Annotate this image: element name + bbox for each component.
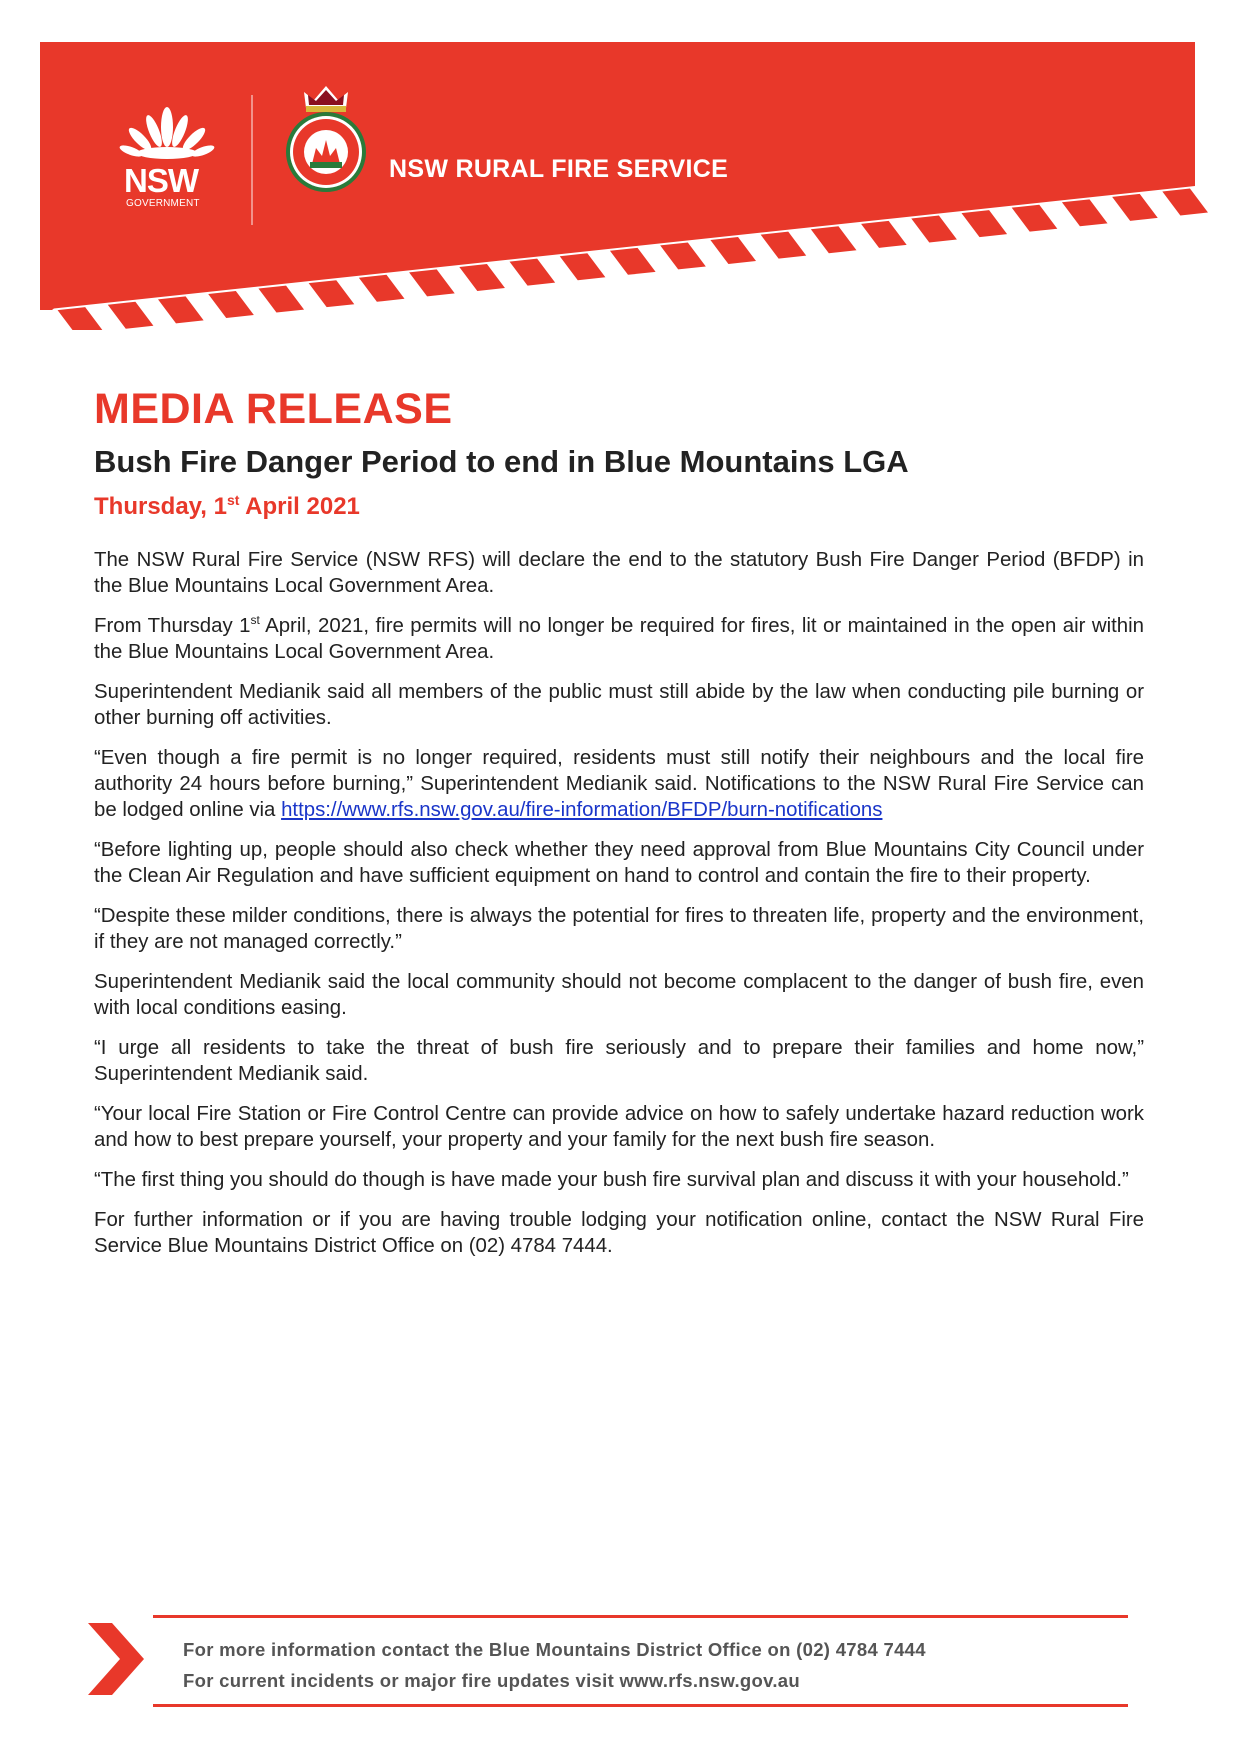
burn-notification-link[interactable]: https://www.rfs.nsw.gov.au/fire-information/BFDP/burn-notifications bbox=[281, 799, 883, 821]
hazard-stripe bbox=[560, 253, 606, 280]
footer-top-rule bbox=[153, 1615, 1128, 1618]
media-release-content bbox=[94, 385, 1144, 1273]
hazard-stripe bbox=[409, 269, 455, 296]
hazard-stripe bbox=[1062, 199, 1108, 226]
hazard-stripe bbox=[58, 307, 104, 330]
hazard-stripe bbox=[710, 237, 756, 264]
nsw-government-label: GOVERNMENT bbox=[126, 198, 200, 209]
hazard-stripe bbox=[309, 280, 355, 307]
hazard-stripe bbox=[108, 302, 154, 329]
paragraph: For further information or if you are having trouble lodging your notification online, contact the NSW Rural Fire Service Blue Mountains District Office on (02) 4784 7444. bbox=[94, 1209, 1144, 1257]
hazard-stripe bbox=[258, 286, 304, 313]
footer-web-line: For current incidents or major fire updates visit www.rfs.nsw.gov.au bbox=[183, 1670, 800, 1691]
hazard-stripe bbox=[1112, 194, 1158, 221]
hazard-stripe bbox=[1012, 205, 1058, 232]
hazard-stripe bbox=[610, 248, 656, 275]
paragraph: “Your local Fire Station or Fire Control Centre can provide advice on how to safely undertake hazard reduction work and how to best prepare yourself, your property and your family for the next bush fire season. bbox=[94, 1103, 1144, 1151]
footer bbox=[88, 1615, 1128, 1715]
hazard-stripe bbox=[961, 210, 1007, 237]
release-date: Thursday, 1st April 2021 bbox=[94, 492, 360, 520]
hazard-stripe bbox=[359, 275, 405, 302]
hazard-stripe bbox=[811, 226, 857, 253]
media-release-label: MEDIA RELEASE bbox=[94, 385, 453, 433]
hazard-stripe bbox=[911, 215, 957, 242]
hazard-stripe bbox=[510, 259, 556, 286]
paragraph: The NSW Rural Fire Service (NSW RFS) will declare the end to the statutory Bush Fire Danger Period (BFDP) in the Blue Mountains Local Government Area. bbox=[94, 549, 1144, 597]
footer-bottom-rule bbox=[153, 1704, 1128, 1707]
hazard-stripe bbox=[761, 232, 807, 259]
paragraph: Superintendent Medianik said all members of the public must still abide by the law when conducting pile burning or other burning off activities. bbox=[94, 681, 1144, 729]
hazard-stripe bbox=[459, 264, 505, 291]
paragraph: “I urge all residents to take the threat of bush fire seriously and to prepare their families and home now,” Superintendent Medianik said. bbox=[94, 1037, 1144, 1085]
hazard-stripe bbox=[1162, 189, 1208, 216]
paragraph: “Despite these milder conditions, there is always the potential for fires to threaten life, property and the environment, if they are not managed correctly.” bbox=[94, 905, 1144, 953]
hazard-stripe bbox=[208, 291, 254, 318]
header-banner bbox=[0, 0, 1236, 330]
paragraph: “Even though a fire permit is no longer required, residents must still notify their neighbours and the local fire authority 24 hours before burning,” Superintendent Medianik said. Notifications to the NSW Rural Fire Service can be lodged online via https://www.rfs.nsw.gov.au/fire-information/BFDP/burn-notifications bbox=[94, 747, 1144, 821]
nsw-wordmark: NSW bbox=[124, 162, 198, 199]
paragraph: “Before lighting up, people should also check whether they need approval from Blue Mountains City Council under the Clean Air Regulation and have sufficient equipment on hand to control and contain the fire to their property. bbox=[94, 839, 1144, 887]
release-headline: Bush Fire Danger Period to end in Blue Mountains LGA bbox=[94, 444, 909, 479]
paragraph: Superintendent Medianik said the local community should not become complacent to the danger of bush fire, even with local conditions easing. bbox=[94, 971, 1144, 1019]
release-body bbox=[94, 547, 1144, 1259]
footer-chevron-icon bbox=[88, 1623, 148, 1703]
hazard-stripe bbox=[158, 296, 204, 323]
org-name: NSW RURAL FIRE SERVICE bbox=[389, 155, 729, 183]
hazard-stripe bbox=[861, 221, 907, 248]
footer-contact-line: For more information contact the Blue Mountains District Office on (02) 4784 7444 bbox=[183, 1639, 926, 1660]
paragraph: “The first thing you should do though is have made your bush fire survival plan and discuss it with your household.” bbox=[94, 1169, 1129, 1191]
paragraph: From Thursday 1st April, 2021, fire permits will no longer be required for fires, lit or maintained in the open air within the Blue Mountains Local Government Area. bbox=[94, 613, 1144, 663]
hazard-stripe bbox=[660, 242, 706, 269]
